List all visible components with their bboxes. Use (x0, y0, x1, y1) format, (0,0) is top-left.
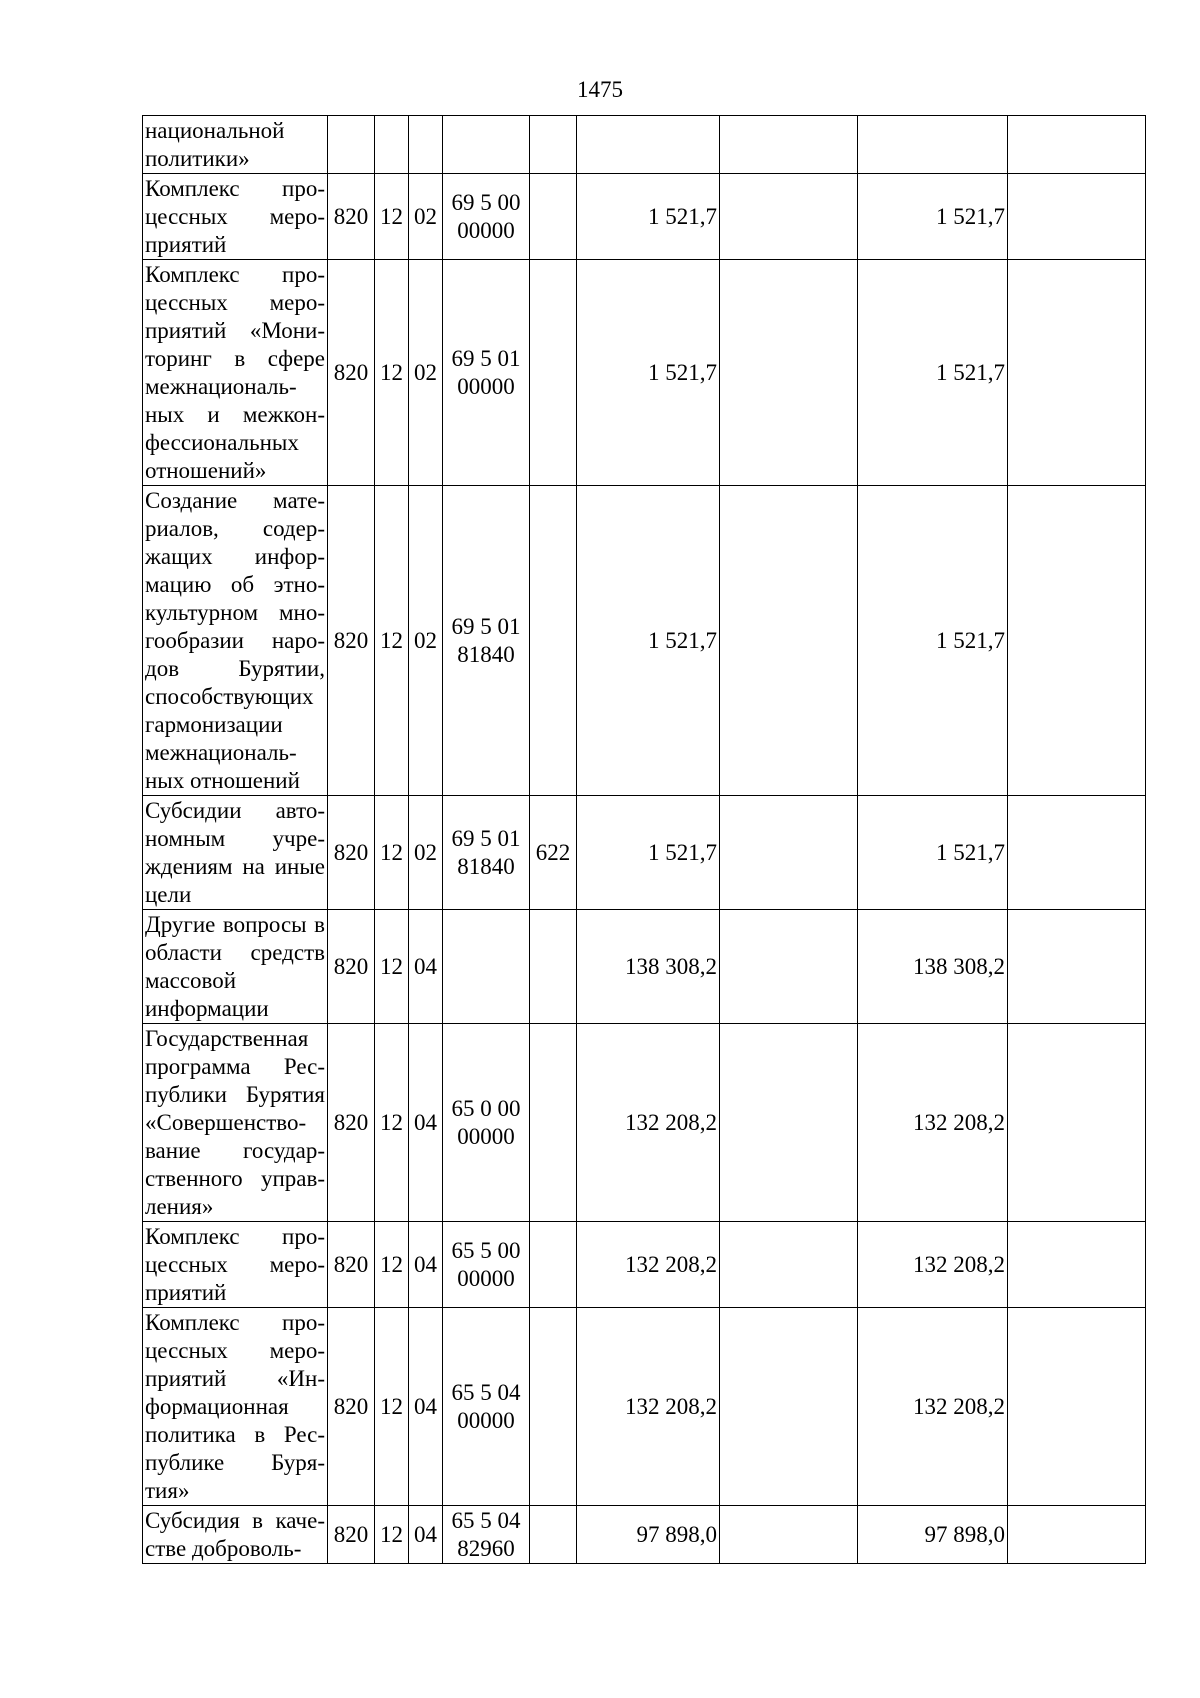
admin-code: 820 (328, 1222, 375, 1308)
col7 (720, 1222, 858, 1308)
admin-code: 820 (328, 486, 375, 796)
col7 (720, 796, 858, 910)
section-code: 12 (375, 260, 409, 486)
amount-2: 1 521,7 (858, 486, 1008, 796)
row-name: Комплекс про-цессных меро-приятий «Ин-формационная политика в Рес-публике Буря-тия» (143, 1308, 328, 1506)
expense-type (530, 174, 577, 260)
amount: 132 208,2 (577, 1308, 720, 1506)
col9 (1008, 1024, 1146, 1222)
amount-2: 132 208,2 (858, 1222, 1008, 1308)
col9 (1008, 910, 1146, 1024)
admin-code: 820 (328, 174, 375, 260)
expense-type (530, 1222, 577, 1308)
amount-2: 132 208,2 (858, 1308, 1008, 1506)
budget-table (142, 115, 1146, 1564)
col9 (1008, 260, 1146, 486)
subsection-code: 02 (409, 796, 443, 910)
amount-2: 132 208,2 (858, 1024, 1008, 1222)
expense-type (530, 1024, 577, 1222)
section-code: 12 (375, 1308, 409, 1506)
target-code: 69 5 01 81840 (443, 796, 530, 910)
subsection-code: 04 (409, 1024, 443, 1222)
col7 (720, 1506, 858, 1564)
section-code: 12 (375, 174, 409, 260)
amount: 138 308,2 (577, 910, 720, 1024)
col9 (1008, 1222, 1146, 1308)
col9 (1008, 116, 1146, 174)
table-row (143, 174, 1146, 260)
target-code: 65 5 04 82960 (443, 1506, 530, 1564)
table-row (143, 910, 1146, 1024)
expense-type: 622 (530, 796, 577, 910)
subsection-code: 04 (409, 1222, 443, 1308)
expense-type (530, 1506, 577, 1564)
expense-type (530, 116, 577, 174)
admin-code: 820 (328, 1308, 375, 1506)
row-name: Комплекс про-цессных меро-приятий (143, 174, 328, 260)
expense-type (530, 1308, 577, 1506)
table-row (143, 260, 1146, 486)
amount: 1 521,7 (577, 260, 720, 486)
table-row (143, 1308, 1146, 1506)
section-code: 12 (375, 910, 409, 1024)
table-row (143, 796, 1146, 910)
expense-type (530, 486, 577, 796)
section-code: 12 (375, 796, 409, 910)
target-code: 65 0 00 00000 (443, 1024, 530, 1222)
amount-2: 1 521,7 (858, 260, 1008, 486)
target-code: 69 5 01 81840 (443, 486, 530, 796)
section-code: 12 (375, 1222, 409, 1308)
admin-code: 820 (328, 910, 375, 1024)
subsection-code (409, 116, 443, 174)
target-code: 69 5 01 00000 (443, 260, 530, 486)
subsection-code: 02 (409, 174, 443, 260)
col9 (1008, 796, 1146, 910)
subsection-code: 04 (409, 910, 443, 1024)
table-row (143, 1222, 1146, 1308)
admin-code: 820 (328, 1024, 375, 1222)
section-code: 12 (375, 1024, 409, 1222)
amount-2 (858, 116, 1008, 174)
row-name: национальной политики» (143, 116, 328, 174)
col7 (720, 1308, 858, 1506)
amount-2: 1 521,7 (858, 174, 1008, 260)
row-name: Субсидия в каче-стве доброволь- (143, 1506, 328, 1564)
section-code: 12 (375, 486, 409, 796)
section-code: 12 (375, 1506, 409, 1564)
amount: 132 208,2 (577, 1024, 720, 1222)
admin-code: 820 (328, 1506, 375, 1564)
row-name: Комплекс про-цессных меро-приятий «Мони-торинг в сфере межнациональ-ных и межкон-фессиональных отношений» (143, 260, 328, 486)
expense-type (530, 260, 577, 486)
subsection-code: 02 (409, 486, 443, 796)
target-code: 65 5 04 00000 (443, 1308, 530, 1506)
col7 (720, 486, 858, 796)
row-name: Создание мате-риалов, содер-жащих инфор-мацию об этно-культурном мно-гообразии наро-дов Бурятии, способствующих гармонизации межнациональ-ных отношений (143, 486, 328, 796)
expense-type (530, 910, 577, 1024)
target-code: 65 5 00 00000 (443, 1222, 530, 1308)
subsection-code: 04 (409, 1308, 443, 1506)
admin-code: 820 (328, 796, 375, 910)
target-code (443, 116, 530, 174)
col7 (720, 174, 858, 260)
amount: 132 208,2 (577, 1222, 720, 1308)
table-row (143, 486, 1146, 796)
target-code (443, 910, 530, 1024)
amount-2: 1 521,7 (858, 796, 1008, 910)
table-row (143, 1506, 1146, 1564)
row-name: Другие вопросы в области средств массовой информации (143, 910, 328, 1024)
amount: 97 898,0 (577, 1506, 720, 1564)
col9 (1008, 1308, 1146, 1506)
amount-2: 138 308,2 (858, 910, 1008, 1024)
amount: 1 521,7 (577, 174, 720, 260)
subsection-code: 04 (409, 1506, 443, 1564)
amount: 1 521,7 (577, 486, 720, 796)
row-name: Государственная программа Рес-публики Бурятия «Совершенство-вание государ-ственного управ-ления» (143, 1024, 328, 1222)
row-name: Комплекс про-цессных меро-приятий (143, 1222, 328, 1308)
table-row (143, 116, 1146, 174)
col7 (720, 1024, 858, 1222)
table-row (143, 1024, 1146, 1222)
subsection-code: 02 (409, 260, 443, 486)
amount-2: 97 898,0 (858, 1506, 1008, 1564)
admin-code (328, 116, 375, 174)
target-code: 69 5 00 00000 (443, 174, 530, 260)
admin-code: 820 (328, 260, 375, 486)
col9 (1008, 486, 1146, 796)
col7 (720, 910, 858, 1024)
amount (577, 116, 720, 174)
row-name: Субсидии авто-номным учре-ждениям на иные цели (143, 796, 328, 910)
col7 (720, 260, 858, 486)
section-code (375, 116, 409, 174)
col9 (1008, 1506, 1146, 1564)
col9 (1008, 174, 1146, 260)
page-number: 1475 (577, 77, 623, 102)
col7 (720, 116, 858, 174)
amount: 1 521,7 (577, 796, 720, 910)
